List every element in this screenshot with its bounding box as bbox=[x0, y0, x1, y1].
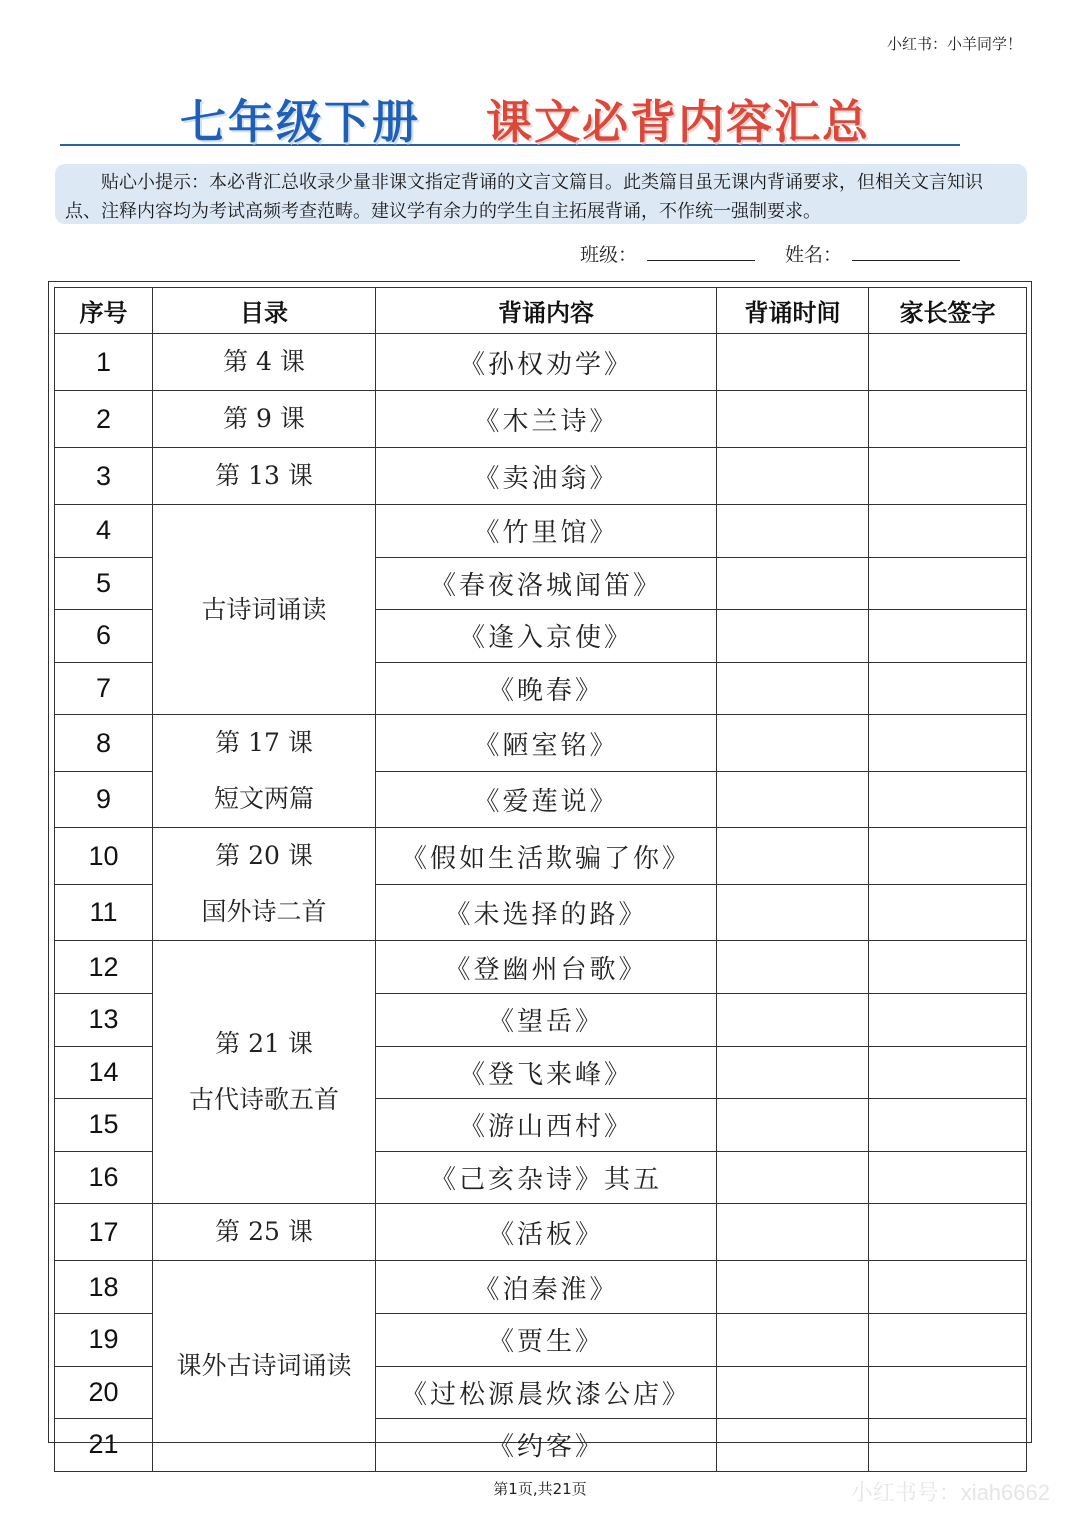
poem-title: 《泊秦淮》 bbox=[376, 1261, 717, 1314]
table-row bbox=[55, 505, 1027, 558]
table-row bbox=[55, 1261, 1027, 1314]
catalog-line: 短文两篇 bbox=[213, 784, 314, 814]
row-index: 13 bbox=[55, 993, 153, 1046]
parent-signature-cell[interactable] bbox=[869, 1366, 1027, 1419]
parent-signature-cell[interactable] bbox=[869, 391, 1027, 448]
header-index: 序号 bbox=[55, 288, 153, 334]
parent-signature-cell[interactable] bbox=[869, 1204, 1027, 1261]
recite-time-cell[interactable] bbox=[717, 1046, 869, 1099]
poem-title: 《己亥杂诗》其五 bbox=[376, 1151, 717, 1204]
catalog-line: 第 17 课 bbox=[215, 728, 313, 758]
row-index: 14 bbox=[55, 1046, 153, 1099]
poem-title: 《约客》 bbox=[376, 1419, 717, 1472]
recite-time-cell[interactable] bbox=[717, 662, 869, 715]
parent-signature-cell[interactable] bbox=[869, 884, 1027, 941]
parent-signature-cell[interactable] bbox=[869, 1261, 1027, 1314]
tip-box: 贴心小提示：本必背汇总收录少量非课文指定背诵的文言文篇目。此类篇目虽无课内背诵要求，但相关文言知识点、注释内容均为考试高频考查范畴。建议学有余力的学生自主拓展背诵，不作统一强制要求。 bbox=[55, 164, 1027, 224]
title-bar bbox=[60, 82, 960, 149]
recite-time-cell[interactable] bbox=[717, 1261, 869, 1314]
catalog-line: 国外诗二首 bbox=[201, 897, 327, 927]
poem-title: 《过松源晨炊漆公店》 bbox=[376, 1366, 717, 1419]
row-index: 3 bbox=[55, 448, 153, 505]
recite-time-cell[interactable] bbox=[717, 993, 869, 1046]
row-index: 5 bbox=[55, 557, 153, 610]
table-row bbox=[55, 941, 1027, 994]
poem-title: 《假如生活欺骗了你》 bbox=[376, 828, 717, 885]
recite-time-cell[interactable] bbox=[717, 448, 869, 505]
parent-signature-cell[interactable] bbox=[869, 771, 1027, 828]
author-tag: 小红书：小羊同学！ bbox=[886, 35, 1022, 53]
parent-signature-cell[interactable] bbox=[869, 993, 1027, 1046]
table-row bbox=[55, 828, 1027, 885]
recite-time-cell[interactable] bbox=[717, 828, 869, 885]
student-info-row bbox=[580, 240, 990, 267]
catalog-line: 第 20 课 bbox=[215, 841, 313, 871]
poem-title: 《游山西村》 bbox=[376, 1099, 717, 1152]
table-body bbox=[55, 334, 1027, 1472]
parent-signature-cell[interactable] bbox=[869, 662, 1027, 715]
catalog-cell bbox=[153, 1261, 376, 1471]
catalog-cell bbox=[153, 391, 376, 448]
parent-signature-cell[interactable] bbox=[869, 715, 1027, 772]
poem-title: 《活板》 bbox=[376, 1204, 717, 1261]
catalog-cell bbox=[153, 334, 376, 391]
poem-title: 《逢入京使》 bbox=[376, 610, 717, 663]
poem-title: 《晚春》 bbox=[376, 662, 717, 715]
poem-title: 《孙权劝学》 bbox=[376, 334, 717, 391]
catalog-cell bbox=[153, 828, 376, 941]
parent-signature-cell[interactable] bbox=[869, 557, 1027, 610]
row-index: 2 bbox=[55, 391, 153, 448]
catalog-line: 第 21 课 bbox=[215, 1029, 313, 1059]
class-label: 班级： bbox=[580, 244, 638, 266]
row-index: 10 bbox=[55, 828, 153, 885]
header-signature: 家长签字 bbox=[869, 288, 1027, 334]
poem-title: 《陋室铭》 bbox=[376, 715, 717, 772]
watermark: 小红书号：xiah6662 bbox=[850, 1480, 1050, 1505]
poem-title: 《登飞来峰》 bbox=[376, 1046, 717, 1099]
table-row bbox=[55, 1204, 1027, 1261]
recite-time-cell[interactable] bbox=[717, 1099, 869, 1152]
row-index: 15 bbox=[55, 1099, 153, 1152]
row-index: 20 bbox=[55, 1366, 153, 1419]
recite-time-cell[interactable] bbox=[717, 1204, 869, 1261]
poem-title: 《贾生》 bbox=[376, 1313, 717, 1366]
catalog-cell bbox=[153, 448, 376, 505]
row-index: 18 bbox=[55, 1261, 153, 1314]
header-catalog: 目录 bbox=[153, 288, 376, 334]
catalog-line: 第 25 课 bbox=[215, 1217, 313, 1247]
poem-title: 《春夜洛城闻笛》 bbox=[376, 557, 717, 610]
table-row bbox=[55, 715, 1027, 772]
catalog-line: 第 13 课 bbox=[215, 461, 313, 490]
recite-time-cell[interactable] bbox=[717, 1419, 869, 1472]
parent-signature-cell[interactable] bbox=[869, 828, 1027, 885]
parent-signature-cell[interactable] bbox=[869, 941, 1027, 994]
row-index: 9 bbox=[55, 771, 153, 828]
recite-time-cell[interactable] bbox=[717, 884, 869, 941]
row-index: 21 bbox=[55, 1419, 153, 1472]
header-content: 背诵内容 bbox=[376, 288, 717, 334]
recite-time-cell[interactable] bbox=[717, 771, 869, 828]
poem-title: 《竹里馆》 bbox=[376, 505, 717, 558]
parent-signature-cell[interactable] bbox=[869, 334, 1027, 391]
recite-time-cell[interactable] bbox=[717, 1366, 869, 1419]
name-label: 姓名： bbox=[785, 244, 843, 266]
row-index: 8 bbox=[55, 715, 153, 772]
catalog-cell bbox=[153, 1204, 376, 1261]
row-index: 16 bbox=[55, 1151, 153, 1204]
parent-signature-cell[interactable] bbox=[869, 448, 1027, 505]
row-index: 11 bbox=[55, 884, 153, 941]
poem-title: 《登幽州台歌》 bbox=[376, 941, 717, 994]
row-index: 1 bbox=[55, 334, 153, 391]
recite-time-cell[interactable] bbox=[717, 1151, 869, 1204]
row-index: 17 bbox=[55, 1204, 153, 1261]
title-grade: 七年级下册 bbox=[180, 95, 420, 149]
recite-time-cell[interactable] bbox=[717, 391, 869, 448]
parent-signature-cell[interactable] bbox=[869, 505, 1027, 558]
page-number: 第1页,共21页 bbox=[493, 1480, 587, 1498]
parent-signature-cell[interactable] bbox=[869, 610, 1027, 663]
poem-title: 《木兰诗》 bbox=[376, 391, 717, 448]
recitation-table bbox=[54, 287, 1027, 1472]
header-time: 背诵时间 bbox=[717, 288, 869, 334]
recite-time-cell[interactable] bbox=[717, 715, 869, 772]
parent-signature-cell[interactable] bbox=[869, 1419, 1027, 1472]
row-index: 7 bbox=[55, 662, 153, 715]
catalog-line: 古代诗歌五首 bbox=[188, 1085, 339, 1115]
title-subject: 课文必背内容汇总 bbox=[486, 95, 870, 149]
catalog-cell bbox=[153, 941, 376, 1204]
catalog-cell bbox=[153, 715, 376, 828]
poem-title: 《未选择的路》 bbox=[376, 884, 717, 941]
recite-time-cell[interactable] bbox=[717, 610, 869, 663]
recite-time-cell[interactable] bbox=[717, 1313, 869, 1366]
row-index: 12 bbox=[55, 941, 153, 994]
recite-time-cell[interactable] bbox=[717, 941, 869, 994]
poem-title: 《望岳》 bbox=[376, 993, 717, 1046]
name-field[interactable] bbox=[852, 242, 960, 261]
catalog-line: 第 9 课 bbox=[223, 404, 305, 433]
recite-time-cell[interactable] bbox=[717, 557, 869, 610]
poem-title: 《爱莲说》 bbox=[376, 771, 717, 828]
table-header-row bbox=[55, 288, 1027, 334]
parent-signature-cell[interactable] bbox=[869, 1046, 1027, 1099]
row-index: 4 bbox=[55, 505, 153, 558]
row-index: 6 bbox=[55, 610, 153, 663]
row-index: 19 bbox=[55, 1313, 153, 1366]
parent-signature-cell[interactable] bbox=[869, 1151, 1027, 1204]
recite-time-cell[interactable] bbox=[717, 505, 869, 558]
catalog-line: 课外古诗词诵读 bbox=[176, 1351, 352, 1381]
table-row bbox=[55, 391, 1027, 448]
parent-signature-cell[interactable] bbox=[869, 1099, 1027, 1152]
poem-title: 《卖油翁》 bbox=[376, 448, 717, 505]
table-row bbox=[55, 334, 1027, 391]
catalog-cell bbox=[153, 505, 376, 715]
recite-time-cell[interactable] bbox=[717, 334, 869, 391]
table-row bbox=[55, 448, 1027, 505]
catalog-line: 第 4 课 bbox=[223, 347, 305, 376]
class-field[interactable] bbox=[647, 242, 755, 261]
parent-signature-cell[interactable] bbox=[869, 1313, 1027, 1366]
catalog-line: 古诗词诵读 bbox=[201, 594, 327, 624]
